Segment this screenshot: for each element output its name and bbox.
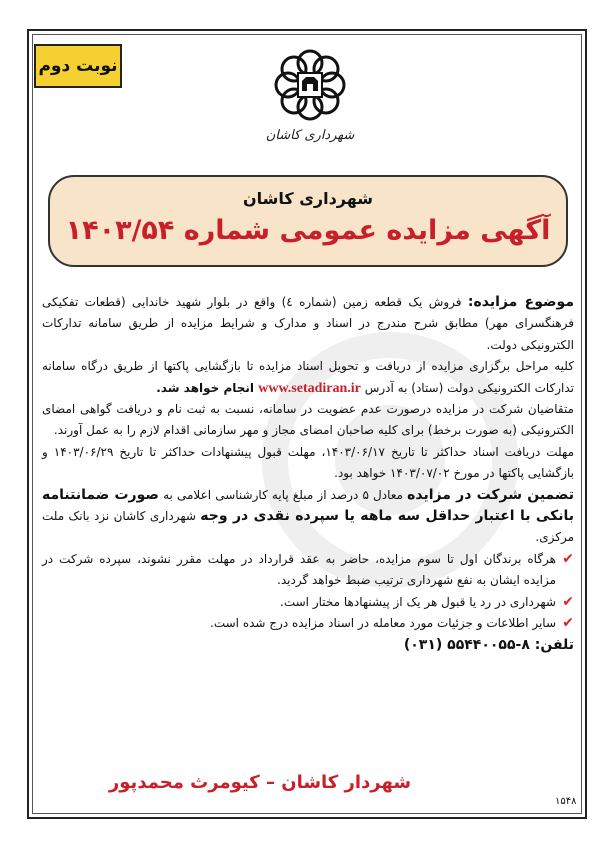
guarantee-label: تضمین شرکت در مزایده bbox=[407, 486, 574, 503]
phone-number: ۸-۵۵۴۴۰۰۵۵ (۰۳۱) bbox=[403, 636, 530, 653]
process-paragraph bbox=[42, 356, 574, 399]
bullet-text: هرگاه برندگان اول تا سوم مزایده، حاضر به عقد قرارداد در مهلت مقرر نشوند، سپرده شرکت در مزایده ایشان به نفع شهرداری ترتیب ضبط خواهد گردید. bbox=[42, 551, 556, 588]
registration-paragraph: متقاضیان شرکت در مزایده درصورت عدم عضویت در سامانه، نسبت به ثبت نام و دریافت گواهی امضای الکترونیکی (به صورت برخط) برای کلیه صاحبان امضای مجاز و مهر سازمانی اقدام لازم را به عمل آورند. bbox=[42, 402, 574, 438]
second-publication-badge: نوبت دوم bbox=[34, 44, 122, 88]
subject-text: فروش یک قطعه زمین (شماره ٤) واقع در بلوار شهید خاندایی (قطعات تفکیکی فرهنگسرای مهر) مطابق شرح مندرج در اسناد و مدارک و شرایط مزایده از طریق سامانه تدارکات الکترونیکی دولت. bbox=[42, 295, 574, 352]
guarantee-text: معادل ۵ درصد از مبلغ پایه کارشناسی اعلامی به bbox=[158, 487, 408, 502]
guarantee-tail: شهرداری کاشان نزد بانک ملت مرکزی. bbox=[42, 509, 574, 545]
checkmark-icon: ✔ bbox=[562, 550, 574, 567]
process-text: کلیه مراحل برگزاری مزایده از دریافت و تحویل اسناد مزایده تا بازگشایی پاکتها از طریق درگاه سامانه تدارکات الکترونیکی دولت (ستاد) به آدرس bbox=[42, 359, 574, 395]
bullet-item bbox=[42, 613, 574, 634]
phone-label: تلفن: bbox=[534, 636, 574, 653]
bullet-item bbox=[42, 592, 574, 613]
setadiran-link[interactable]: www.setadiran.ir bbox=[258, 380, 361, 396]
kashan-municipality-logo-icon bbox=[270, 45, 350, 125]
bullet-text: شهرداری در رد یا قبول هر یک از پیشنهادها مختار است. bbox=[280, 594, 556, 609]
logo-caption: شهرداری کاشان bbox=[265, 128, 355, 143]
phone-line bbox=[42, 635, 574, 656]
notice-body bbox=[42, 292, 574, 656]
guarantee-terms: صورت ضمانتنامه بانکی با اعتبار حداقل سه ماهه یا سپرده نقدی در وجه bbox=[42, 486, 575, 525]
notice-title: آگهی مزایده عمومی شماره ۱۴۰۳/۵۴ bbox=[65, 215, 551, 246]
subject-paragraph bbox=[42, 292, 574, 356]
checkmark-icon: ✔ bbox=[562, 615, 574, 632]
ad-code: ۱۵۴۸ bbox=[555, 796, 577, 807]
subject-label: موضوع مزایده: bbox=[467, 294, 574, 310]
organization-name: شهرداری کاشان bbox=[242, 189, 374, 208]
deadlines-paragraph: مهلت دریافت اسناد حداکثر تا تاریخ ۱۴۰۳/۰۶/۱۷، مهلت قبول پیشنهادات حداکثر تا تاریخ ۱۴۰۳/۰۶/۲۹ و بازگشایی پاکتها در مورخ ۱۴۰۳/۰۷/۰۲ خواهد بود. bbox=[42, 444, 574, 481]
mayor-signature: شهردار کاشان – کیومرث محمدپور bbox=[108, 772, 412, 793]
checkmark-icon: ✔ bbox=[562, 593, 574, 610]
bullet-text: سایر اطلاعات و جزئیات مورد معامله در اسناد مزایده درج شده است. bbox=[210, 616, 556, 631]
title-box bbox=[48, 175, 568, 267]
guarantee-paragraph bbox=[42, 485, 574, 549]
process-tail: انجام خواهد شد. bbox=[156, 380, 259, 395]
bullet-item bbox=[42, 549, 574, 592]
